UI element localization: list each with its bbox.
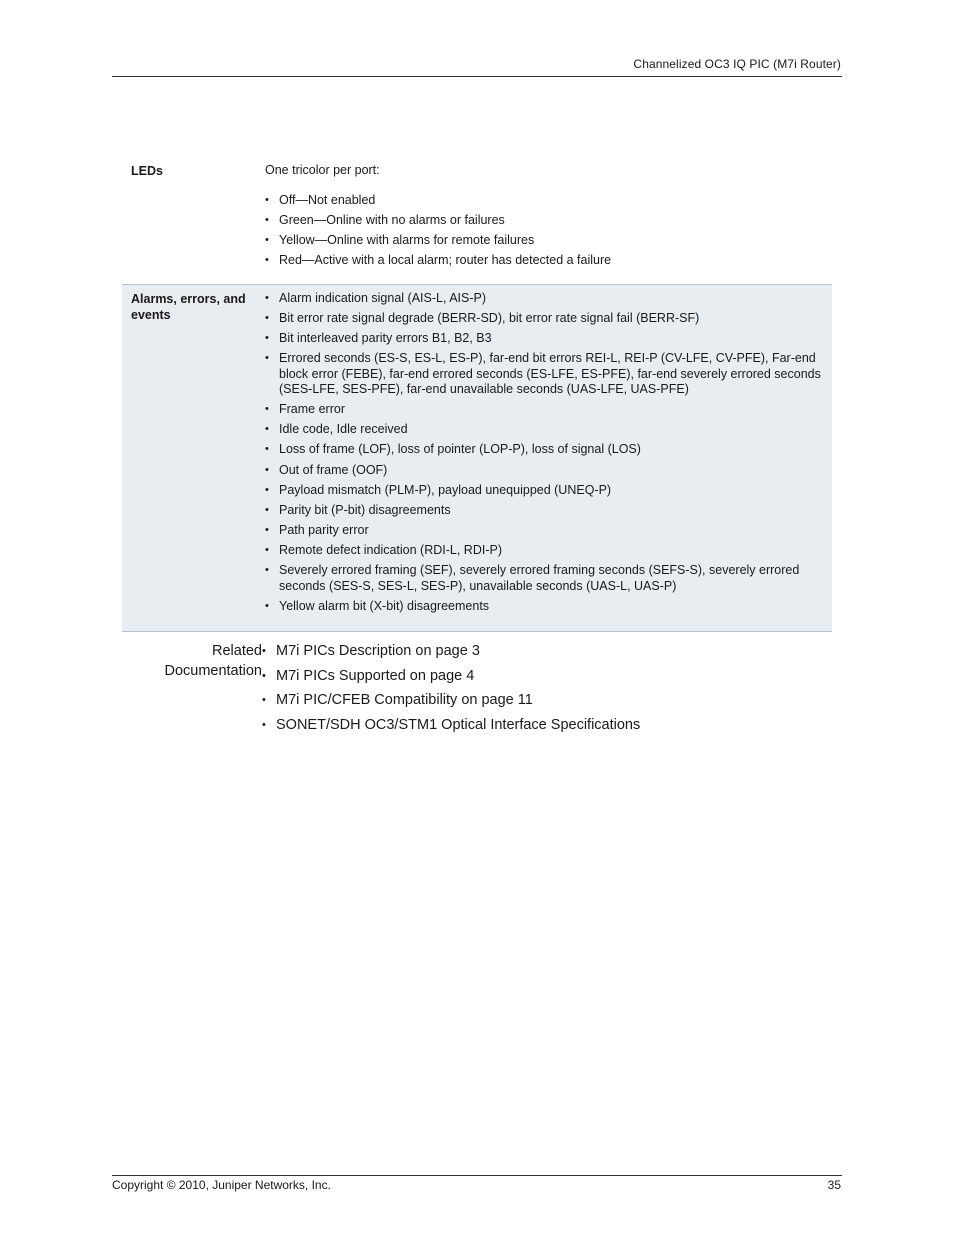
copyright-notice: Copyright © 2010, Juniper Networks, Inc. [112,1178,331,1192]
running-header: Channelized OC3 IQ PIC (M7i Router) [633,57,841,71]
row-value-leds [265,163,832,273]
alarms-list [265,291,826,614]
table-row-leds [122,155,832,284]
footer-divider [112,1175,842,1176]
row-label-alarms: Alarms, errors, and events [131,291,246,322]
related-link[interactable]: • M7i PIC/CFEB Compatibility on page 11 [262,690,640,710]
list-item: • Remote defect indication (RDI-L, RDI-P) [265,543,826,559]
list-item: • Alarm indication signal (AIS-L, AIS-P) [265,291,826,307]
list-item: • Errored seconds (ES-S, ES-L, ES-P), far-end bit errors REI-L, REI-P (CV-LFE, CV-PFE), Far-end block error (FEBE), far-end errored seconds (ES-LFE, ES-PFE), far-end severely errored seconds (SES-LFE, SES-PFE), far-end unavailable seconds (UAS-LFE, UAS-PFE) [265,351,826,398]
row-value-alarms [265,291,832,619]
list-item: • Bit error rate signal degrade (BERR-SD), bit error rate signal fail (BERR-SF) [265,311,826,327]
list-item: • Bit interleaved parity errors B1, B2, B3 [265,331,826,347]
row-label-leds: LEDs [131,164,163,178]
header-divider [112,76,842,77]
leds-list [265,193,826,269]
list-item: • Off—Not enabled [265,193,826,209]
related-heading-line1: Related [212,643,262,659]
list-item: • Loss of frame (LOF), loss of pointer (LOP-P), loss of signal (LOS) [265,442,826,458]
related-link[interactable]: • M7i PICs Description on page 3 [262,641,640,661]
table-row-alarms [122,284,832,632]
list-item: • Severely errored framing (SEF), severely errored framing seconds (SEFS-S), severely errored seconds (SES-S, SES-L, SES-P), unavailable seconds (UAS-L, UAS-P) [265,563,826,594]
related-links-list [262,641,640,739]
list-item: • Green—Online with no alarms or failures [265,213,826,229]
related-documentation [122,641,832,739]
list-item: • Path parity error [265,523,826,539]
leds-intro: One tricolor per port: [265,163,380,177]
list-item: • Red—Active with a local alarm; router has detected a failure [265,253,826,269]
list-item: • Frame error [265,402,826,418]
specifications-table [122,155,832,632]
page-number: 35 [827,1178,841,1192]
related-link[interactable]: • M7i PICs Supported on page 4 [262,666,640,686]
list-item: • Idle code, Idle received [265,422,826,438]
list-item: • Parity bit (P-bit) disagreements [265,503,826,519]
list-item: • Payload mismatch (PLM-P), payload unequipped (UNEQ-P) [265,483,826,499]
list-item: • Yellow alarm bit (X-bit) disagreements [265,599,826,615]
list-item: • Yellow—Online with alarms for remote failures [265,233,826,249]
related-heading-line2: Documentation [164,663,262,679]
list-item: • Out of frame (OOF) [265,463,826,479]
related-documentation-heading [122,641,262,739]
related-link[interactable]: • SONET/SDH OC3/STM1 Optical Interface Specifications [262,715,640,735]
